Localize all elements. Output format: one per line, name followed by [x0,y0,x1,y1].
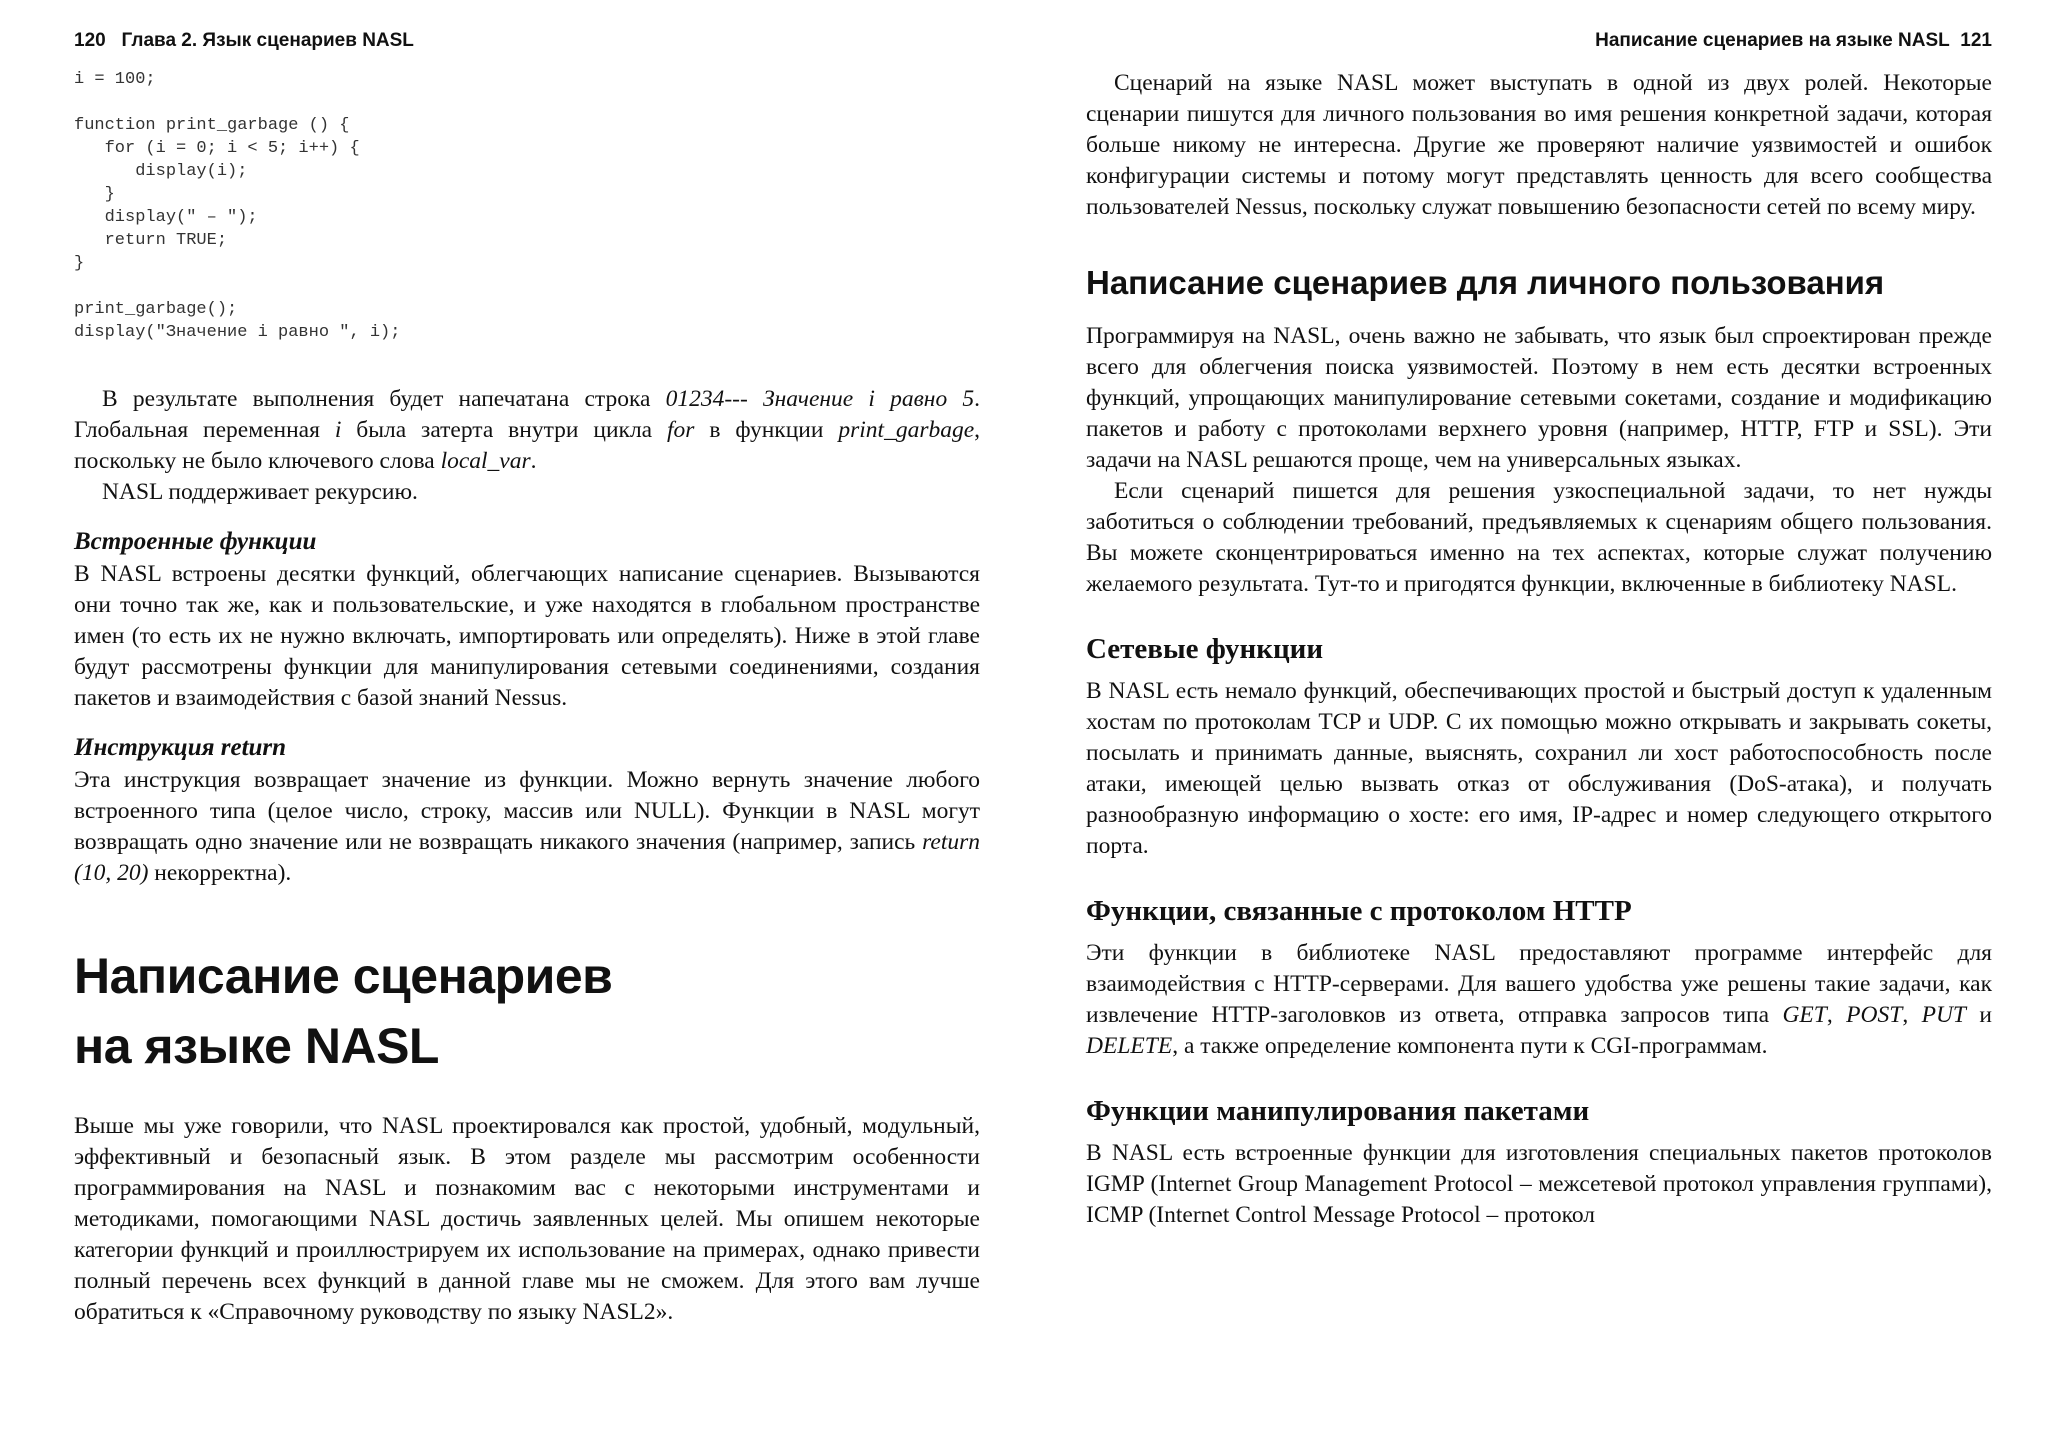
heading-personal-scripts: Написание сценариев для личного пользования [1086,264,1885,301]
right-page-content [1086,68,1992,1231]
code-listing: i = 100; function print_garbage () { for (i = 0; i < 5; i++) { display(i); } display(" – "); return TRUE; } print_garbage(); display("Значение i равно ", i); [74,70,401,342]
left-page-content [74,68,980,1328]
chapter-title: Глава 2. Язык сценариев NASL [121,30,414,51]
page-number-left: 120 [74,30,106,51]
heading-network-functions: Сетевые функции [1086,633,1324,665]
left-page [74,0,980,1447]
paragraph-recursion: NASL поддерживает рекурсию. [102,479,418,505]
paragraph-return-statement: Эта инструкция возвращает значение из функции. Можно вернуть значение любого встроенного типа (целое число, строку, массив или NULL). Функции в NASL могут возвращать одно значение или не возвращать никакого значения (например, запись return (10, 20) некорректна). [74,767,980,886]
running-head-left [74,28,980,54]
paragraph-packet-functions: В NASL есть встроенные функции для изготовления специальных пакетов протоколов IGMP (Internet Group Management Protocol – межсетевой протокол управления группами), ICMP (Internet Control Message Protocol – протокол [1086,1140,1992,1228]
paragraph-nasl-intro: Выше мы уже говорили, что NASL проектировался как простой, удобный, модульный, эффективный и безопасный язык. В этом разделе мы рассмотрим особенности программирования на NASL и познакомим вас с некоторыми инструментами и методиками, помогающими NASL достичь заявленных целей. Мы опишем некоторые категории функций и проиллюстрируем их использование на примерах, однако привести полный перечень всех функций в данной главе мы не сможем. Для этого вам лучше обратиться к «Справочному руководству по языку NASL2». [74,1113,980,1325]
paragraph-result: В результате выполнения будет напечатана строка 01234--- Значение i равно 5. Глобальная переменная i была затерта внутри цикла for в функции print_garbage, поскольку не было ключевого слова local_var. [74,386,981,474]
paragraph-builtin-functions: В NASL встроены десятки функций, облегчающих написание сценариев. Вызываются они точно так же, как и пользовательские, и уже находятся в глобальном пространстве имен (то есть их не нужно включать, импортировать или определять). Ниже в этой главе будут рассмотрены функции для манипулирования сетевыми соединениями, создания пакетов и взаимодействия с базой знаний Nessus. [74,561,980,711]
right-page [1086,0,1992,1447]
paragraph-script-roles: Сценарий на языке NASL может выступать в одной из двух ролей. Некоторые сценарии пишутся для личного пользования во имя решения конкретной задачи, которая больше никому не интересна. Другие же проверяют наличие уязвимостей и ошибок конфигурации системы и потому могут представлять ценность для всего сообщества пользователей Nessus, поскольку служат повышению безопасности сетей по всему миру. [1086,70,1992,220]
page-number-right: 121 [1960,30,1992,51]
paragraph-network-functions: В NASL есть немало функций, обеспечивающих простой и быстрый доступ к удаленным хостам по протоколам TCP и UDP. С их помощью можно открывать и закрывать сокеты, посылать и принимать данные, выяснять, сохранил ли хост работоспособность после атаки, имеющей целью вызвать отказ от обслуживания (DoS-атака), и получать разнообразную информацию о хосте: его имя, IP-адрес и номер следующего открытого порта. [1086,678,1992,859]
heading-http-functions: Функции, связанные с протоколом HTTP [1086,895,1632,927]
section-heading-nasl-scripting: Написание сценариев на языке NASL [74,948,613,1074]
heading-builtin-functions: Встроенные функции [74,528,317,555]
heading-packet-functions: Функции манипулирования пакетами [1086,1095,1590,1127]
running-head-right [1086,28,1992,54]
section-running-title: Написание сценариев на языке NASL [1595,30,1950,51]
heading-return-statement: Инструкция return [74,734,287,761]
paragraph-http-functions: Эти функции в библиотеке NASL предоставляют программе интерфейс для взаимодействия с HTTP-серверами. Для вашего удобства уже решены такие задачи, как извлечение HTTP-заголовков из ответа, отправка запросов типа GET, POST, PUT и DELETE, а также определение компонента пути к CGI-программам. [1086,940,1993,1059]
paragraph-personal-2: Если сценарий пишется для решения узкоспециальной задачи, то нет нужды заботиться о соблюдении требований, предъявляемых к сценариям общего пользования. Вы можете сконцентрироваться именно на тех аспектах, которые служат получению желаемого результата. Тут-то и пригодятся функции, включенные в библиотеку NASL. [1086,478,1992,597]
paragraph-personal-1: Программируя на NASL, очень важно не забывать, что язык был спроектирован прежде всего для облегчения поиска уязвимостей. Поэтому в нем есть десятки встроенных функций, упрощающих манипулирование сетевыми сокетами, создание и модификацию пакетов и работу с протоколами верхнего уровня (например, HTTP, FTP и SSL). Эти задачи на NASL решаются проще, чем на универсальных языках. [1086,323,1992,473]
